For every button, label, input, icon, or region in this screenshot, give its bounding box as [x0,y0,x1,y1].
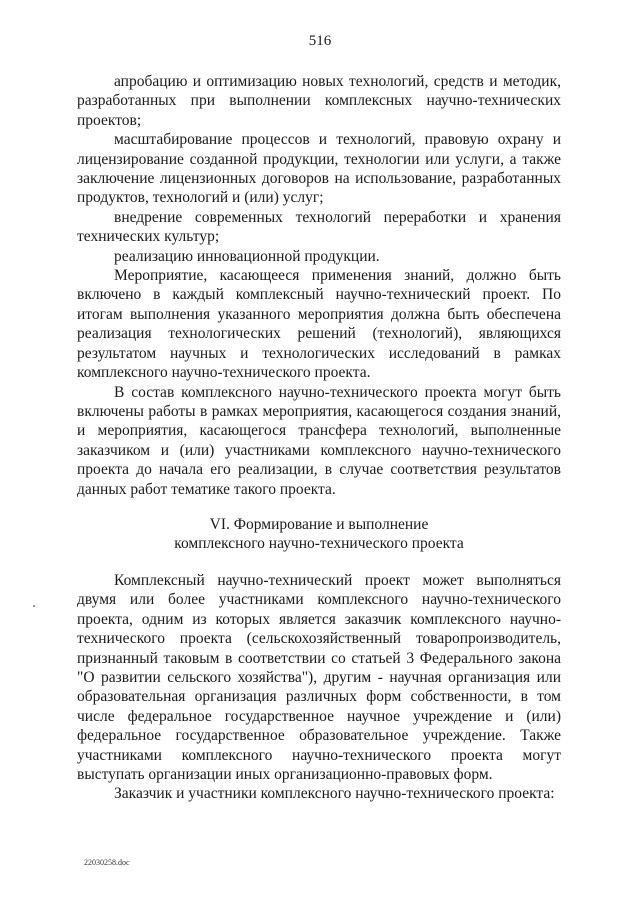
section-heading-line1: VI. Формирование и выполнение [209,516,429,533]
body-text-bottom [77,571,561,804]
margin-mark [33,605,35,607]
paragraph: В состав комплексного научно-технического проекта могут быть включены работы в рамках мероприятия, касающегося создания знаний, и мероприятия, касающегося трансфера технологий, выполненные заказчиком и (или) участниками комплексного научно-технического проекта до начала его реализации, в случае соответствия результатов данных работ тематике такого проекта. [77,383,561,498]
paragraph: Мероприятие, касающееся применения знаний, должно быть включено в каждый комплексный научно-технический проект. По итогам выполнения указанного мероприятия должна быть обеспечена реализация технологических решений (технологий), являющихся результатом научных и технологических исследований в рамках комплексного научно-технического проекта. [77,267,561,382]
body-text-top [77,72,561,499]
page-number: 516 [308,33,332,49]
section-heading [77,515,561,554]
paragraph: Заказчик и участники комплексного научно-технического проекта: [114,785,555,803]
paragraph: апробацию и оптимизацию новых технологий, средств и методик, разработанных при выполнении комплексных научно-технических проектов; [77,73,561,129]
footer-file-code: 22030258.doc [84,858,130,867]
paragraph: Комплексный научно-технический проект может выполняться двумя или более участниками комплексного научно-технического проекта, одним из которых является заказчик комплексного научно-технического проекта (сельскохозяйственный товаропроизводитель, признанный таковым в соответствии со статьей 3 Федерального закона "О развитии сельского хозяйства"), другим - научная организация или образовательная организация различных форм собственности, в том числе федеральное государственное научное учреждение и (или) федеральное государственное образовательное учреждение. Также участниками комплексного научно-технического проекта могут выступать организации иных организационно-правовых форм. [77,572,561,784]
paragraph: внедрение современных технологий переработки и хранения технических культур; [77,208,561,246]
section-heading-line2: комплексного научно-технического проекта [174,535,464,553]
paragraph: масштабирование процессов и технологий, правовую охрану и лицензирование созданной продукции, технологии или услуги, а также заключение лицензионных договоров на использование, разработанных продуктов, технологий и (или) услуг; [77,131,561,207]
paragraph: реализацию инновационной продукции. [114,247,380,265]
